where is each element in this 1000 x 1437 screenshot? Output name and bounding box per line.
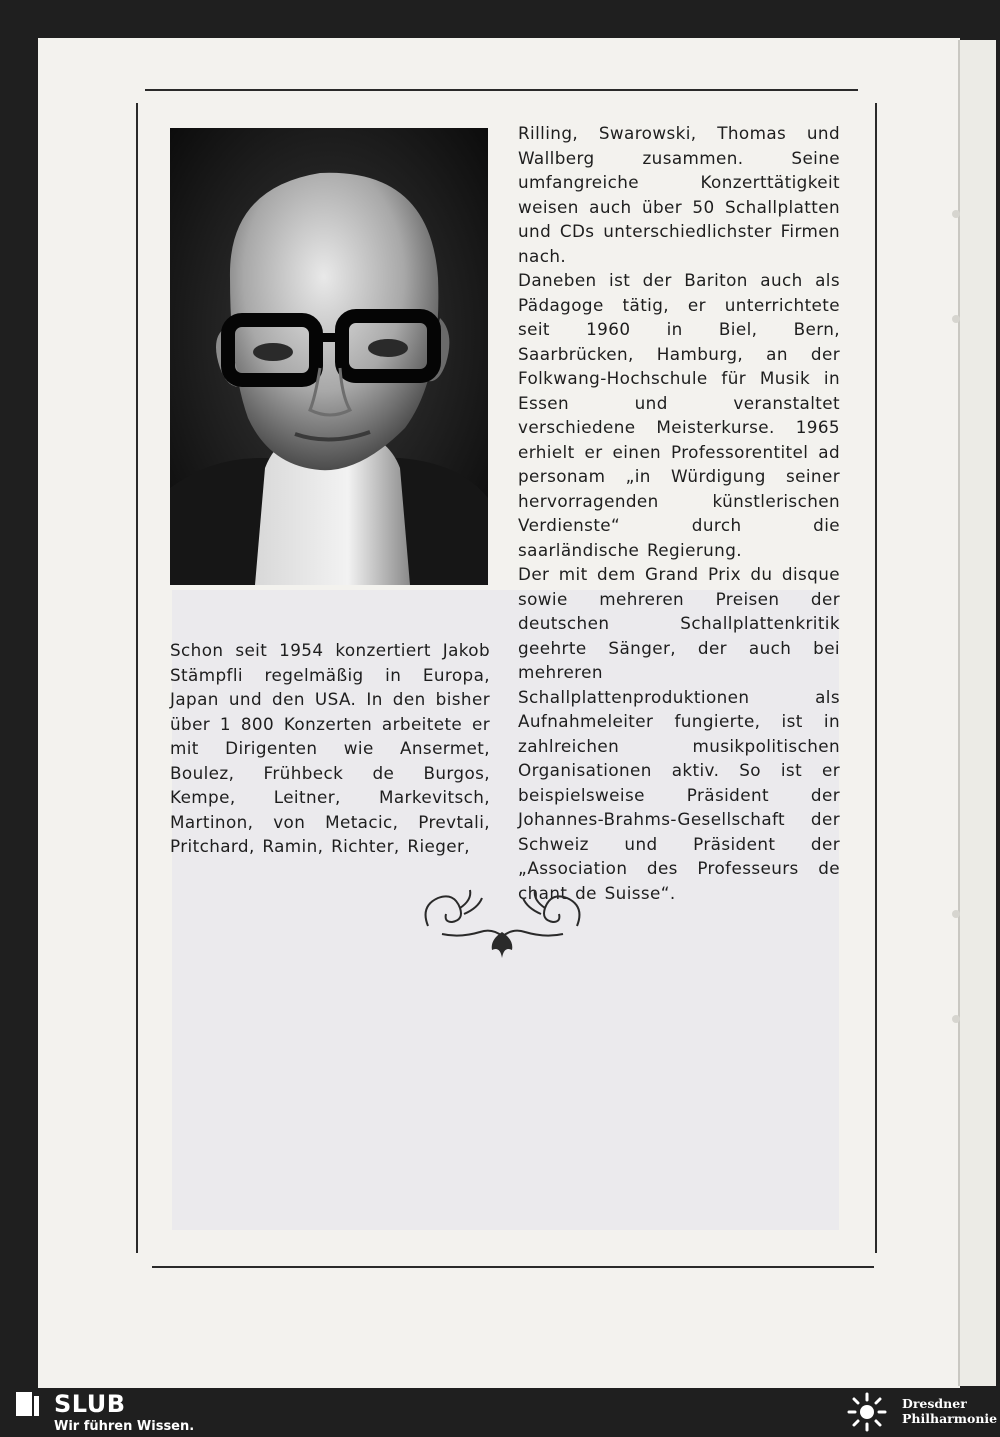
paragraph: Rilling, Swarowski, Thomas und Wallberg zusammen. Seine umfangreiche Konzerttätigkeit weisen auch über 50 Schallplatten und CDs unterschiedlichster Firmen nach. bbox=[518, 123, 840, 266]
text-column-right bbox=[518, 121, 840, 905]
binding-hole bbox=[952, 1015, 960, 1023]
frame-rule-top bbox=[145, 89, 858, 91]
slub-logo-text: SLUB bbox=[54, 1390, 126, 1418]
slub-logo-icon bbox=[14, 1390, 42, 1420]
binding-hole bbox=[952, 910, 960, 918]
binding-hole bbox=[952, 315, 960, 323]
slub-tagline: Wir führen Wissen. bbox=[54, 1419, 195, 1434]
next-page-edge bbox=[958, 40, 996, 1386]
frame-rule-bottom bbox=[152, 1266, 874, 1268]
philharmonie-logo-text bbox=[902, 1396, 997, 1426]
philharmonie-line1: Dresdner bbox=[902, 1396, 967, 1411]
frame-rule-left bbox=[136, 103, 138, 1253]
frame-rule-right bbox=[875, 103, 877, 1253]
portrait-photo bbox=[170, 128, 488, 585]
paragraph: Der mit dem Grand Prix du disque sowie mehreren Preisen der deutschen Schallplattenkritik geehrte Sänger, der auch bei mehreren Schallplattenproduktionen als Aufnahmeleiter fungierte, ist in zahlreichen musikpolitischen Organisationen aktiv. So ist er beispielsweise Präsident der Johannes-Brahms-Gesellschaft der Schweiz und Präsident der „Association des Professeurs de chant de Suisse“. bbox=[518, 564, 840, 903]
floral-ornament bbox=[420, 886, 585, 966]
binding-hole bbox=[952, 210, 960, 218]
paragraph: Schon seit 1954 konzertiert Jakob Stämpfli regelmäßig in Europa, Japan und den USA. In den bisher über 1 800 Konzerten arbeitete er mit Dirigenten wie Ansermet, Boulez, Frühbeck de Burgos, Kempe, Leitner, Markevitsch, Martinon, von Metacic, Prevtali, Pritchard, Ramin, Richter, Rieger, bbox=[170, 640, 490, 856]
philharmonie-logo-icon bbox=[842, 1390, 892, 1434]
paragraph: Daneben ist der Bariton auch als Pädagoge tätig, er unterrichtete seit 1960 in Biel, Bern, Saarbrücken, Hamburg, an der Folkwang-Hochschule für Musik in Essen und veranstaltet verschiedene Meisterkurse. 1965 erhielt er einen Professorentitel ad personam „in Würdigung seiner hervorragenden künstlerischen Verdienste“ durch die saarländische Regierung. bbox=[518, 270, 840, 560]
philharmonie-line2: Philharmonie bbox=[902, 1411, 998, 1426]
text-column-left bbox=[170, 638, 490, 859]
